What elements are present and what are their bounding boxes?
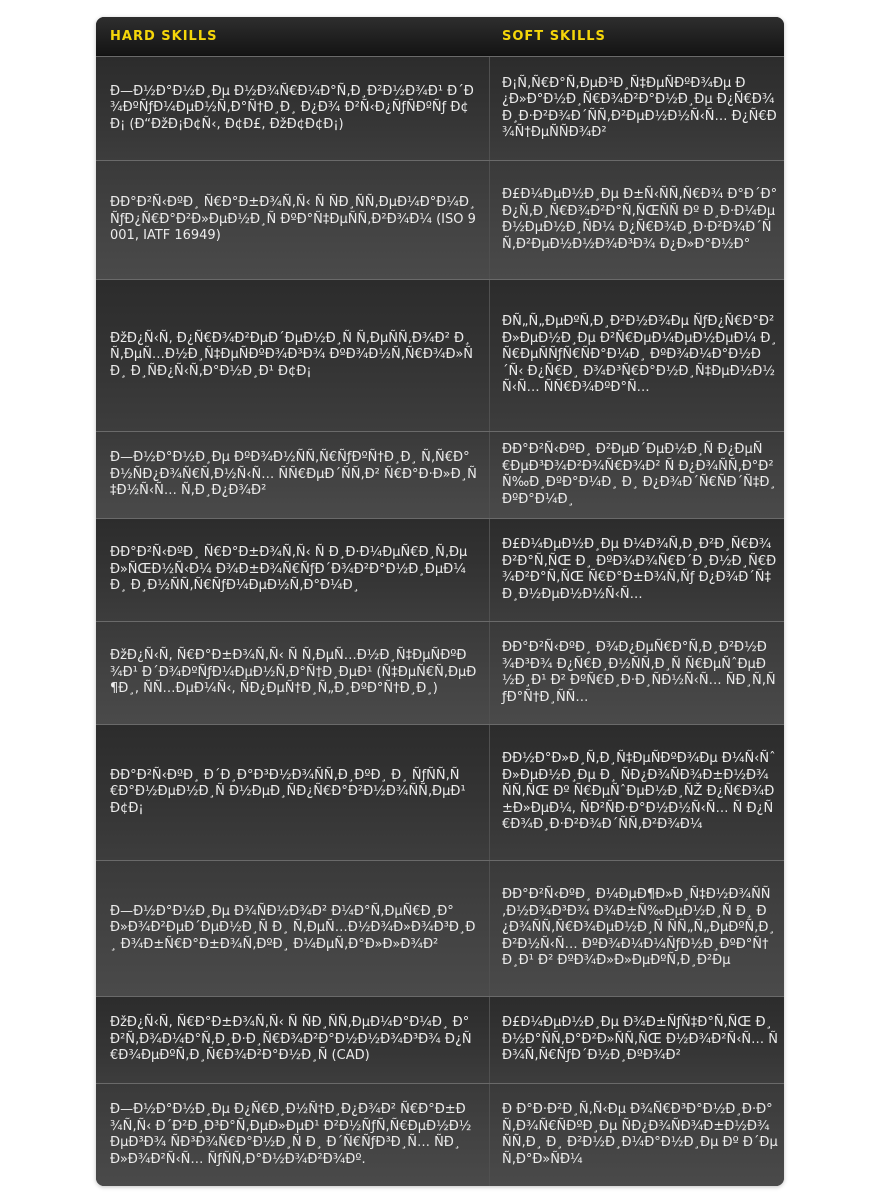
table-row [96, 431, 784, 518]
soft-skill-cell: Ð£Ð¼ÐµÐ½Ð¸Ðµ Ð±Ñ‹ÑÑ‚Ñ€Ð¾ Ð°Ð´Ð°Ð¿Ñ‚Ð¸Ñ€Ð¾Ð²Ð°Ñ‚ÑŒÑÑ Ðº Ð¸Ð·Ð¼ÐµÐ½ÐµÐ½Ð¸ÑÐ¼ Ð¿Ñ€Ð¾Ð¸Ð·Ð²Ð¾Ð´ÑÑ‚Ð²ÐµÐ½Ð½Ð¾Ð³Ð¾ Ð¿Ð»Ð°Ð½Ð° [502, 187, 778, 252]
soft-skill-cell: ÐÑ„Ñ„ÐµÐºÑ‚Ð¸Ð²Ð½Ð¾Ðµ ÑƒÐ¿Ñ€Ð°Ð²Ð»ÐµÐ½Ð¸Ðµ Ð²Ñ€ÐµÐ¼ÐµÐ½ÐµÐ¼ Ð¸ Ñ€ÐµÑÑƒÑ€ÑÐ°Ð¼Ð¸ ÐºÐ¾Ð¼Ð°Ð½Ð´Ñ‹ Ð¿Ñ€Ð¸ Ð¾Ð³Ñ€Ð°Ð½Ð¸Ñ‡ÐµÐ½Ð½Ñ‹Ñ… ÑÑ€Ð¾ÐºÐ°Ñ… [502, 314, 777, 396]
header-hard-skills: HARD SKILLS [110, 28, 218, 44]
hard-skill-cell: Ð—Ð½Ð°Ð½Ð¸Ðµ ÐºÐ¾Ð½ÑÑ‚Ñ€ÑƒÐºÑ†Ð¸Ð¸ Ñ‚Ñ€Ð°Ð½ÑÐ¿Ð¾Ñ€Ñ‚Ð½Ñ‹Ñ… ÑÑ€ÐµÐ´ÑÑ‚Ð² Ñ€Ð°Ð·Ð»Ð¸Ñ‡Ð½Ñ‹Ñ… Ñ‚Ð¸Ð¿Ð¾Ð² [96, 432, 490, 518]
soft-skill-cell: ÐÐ°Ð²Ñ‹ÐºÐ¸ Ð¾Ð¿ÐµÑ€Ð°Ñ‚Ð¸Ð²Ð½Ð¾Ð³Ð¾ Ð¿Ñ€Ð¸Ð½ÑÑ‚Ð¸Ñ Ñ€ÐµÑˆÐµÐ½Ð¸Ð¹ Ð² ÐºÑ€Ð¸Ð·Ð¸ÑÐ½Ñ‹Ñ… ÑÐ¸Ñ‚ÑƒÐ°Ñ†Ð¸ÑÑ… [502, 640, 776, 705]
hard-skill-cell: Ð—Ð½Ð°Ð½Ð¸Ðµ Ð½Ð¾Ñ€Ð¼Ð°Ñ‚Ð¸Ð²Ð½Ð¾Ð¹ Ð´Ð¾ÐºÑƒÐ¼ÐµÐ½Ñ‚Ð°Ñ†Ð¸Ð¸ Ð¿Ð¾ Ð²Ñ‹Ð¿ÑƒÑÐºÑƒ Ð¢Ð¡ (Ð“ÐžÐ¡Ð¢Ñ‹, Ð¢Ð£, ÐžÐ¢Ð¢Ð¡) [96, 57, 490, 160]
table-row [96, 279, 784, 431]
hard-skill-cell: ÐÐ°Ð²Ñ‹ÐºÐ¸ Ñ€Ð°Ð±Ð¾Ñ‚Ñ‹ Ñ Ð¸Ð·Ð¼ÐµÑ€Ð¸Ñ‚ÐµÐ»ÑŒÐ½Ñ‹Ð¼ Ð¾Ð±Ð¾Ñ€ÑƒÐ´Ð¾Ð²Ð°Ð½Ð¸ÐµÐ¼ Ð¸ Ð¸Ð½ÑÑ‚Ñ€ÑƒÐ¼ÐµÐ½Ñ‚Ð°Ð¼Ð¸ [96, 519, 490, 621]
table-row [96, 724, 784, 860]
table-row [96, 160, 784, 279]
skills-table [96, 17, 784, 1186]
hard-skill-cell: ÐÐ°Ð²Ñ‹ÐºÐ¸ Ñ€Ð°Ð±Ð¾Ñ‚Ñ‹ Ñ ÑÐ¸ÑÑ‚ÐµÐ¼Ð°Ð¼Ð¸ ÑƒÐ¿Ñ€Ð°Ð²Ð»ÐµÐ½Ð¸Ñ ÐºÐ°Ñ‡ÐµÑÑ‚Ð²Ð¾Ð¼ (ISO 9001, IATF 16949) [96, 161, 490, 279]
table-row [96, 518, 784, 621]
table-row [96, 1083, 784, 1186]
table-header [96, 17, 784, 56]
table-row [96, 996, 784, 1083]
hard-skill-cell: ÐžÐ¿Ñ‹Ñ‚ Ñ€Ð°Ð±Ð¾Ñ‚Ñ‹ Ñ Ñ‚ÐµÑ…Ð½Ð¸Ñ‡ÐµÑÐºÐ¾Ð¹ Ð´Ð¾ÐºÑƒÐ¼ÐµÐ½Ñ‚Ð°Ñ†Ð¸ÐµÐ¹ (Ñ‡ÐµÑ€Ñ‚ÐµÐ¶Ð¸, ÑÑ…ÐµÐ¼Ñ‹, ÑÐ¿ÐµÑ†Ð¸Ñ„Ð¸ÐºÐ°Ñ†Ð¸Ð¸) [96, 622, 490, 724]
soft-skill-cell: ÐÐ°Ð²Ñ‹ÐºÐ¸ Ð¼ÐµÐ¶Ð»Ð¸Ñ‡Ð½Ð¾ÑÑ‚Ð½Ð¾Ð³Ð¾ Ð¾Ð±Ñ‰ÐµÐ½Ð¸Ñ Ð¸ Ð¿Ð¾ÑÑ‚Ñ€Ð¾ÐµÐ½Ð¸Ñ ÑÑ„Ñ„ÐµÐºÑ‚Ð¸Ð²Ð½Ñ‹Ñ… ÐºÐ¾Ð¼Ð¼ÑƒÐ½Ð¸ÐºÐ°Ñ†Ð¸Ð¹ Ð² ÐºÐ¾Ð»Ð»ÐµÐºÑ‚Ð¸Ð²Ðµ [502, 887, 775, 969]
hard-skill-cell: ÐÐ°Ð²Ñ‹ÐºÐ¸ Ð´Ð¸Ð°Ð³Ð½Ð¾ÑÑ‚Ð¸ÐºÐ¸ Ð¸ ÑƒÑÑ‚Ñ€Ð°Ð½ÐµÐ½Ð¸Ñ Ð½ÐµÐ¸ÑÐ¿Ñ€Ð°Ð²Ð½Ð¾ÑÑ‚ÐµÐ¹ Ð¢Ð¡ [96, 725, 490, 860]
hard-skill-cell: ÐžÐ¿Ñ‹Ñ‚ Ñ€Ð°Ð±Ð¾Ñ‚Ñ‹ Ñ ÑÐ¸ÑÑ‚ÐµÐ¼Ð°Ð¼Ð¸ Ð°Ð²Ñ‚Ð¾Ð¼Ð°Ñ‚Ð¸Ð·Ð¸Ñ€Ð¾Ð²Ð°Ð½Ð½Ð¾Ð³Ð¾ Ð¿Ñ€Ð¾ÐµÐºÑ‚Ð¸Ñ€Ð¾Ð²Ð°Ð½Ð¸Ñ (CAD) [96, 997, 490, 1083]
table-row [96, 860, 784, 996]
soft-skill-cell: ÐÐ°Ð²Ñ‹ÐºÐ¸ Ð²ÐµÐ´ÐµÐ½Ð¸Ñ Ð¿ÐµÑ€ÐµÐ³Ð¾Ð²Ð¾Ñ€Ð¾Ð² Ñ Ð¿Ð¾ÑÑ‚Ð°Ð²Ñ‰Ð¸ÐºÐ°Ð¼Ð¸ Ð¸ Ð¿Ð¾Ð´Ñ€ÑÐ´Ñ‡Ð¸ÐºÐ°Ð¼Ð¸ [502, 442, 776, 507]
soft-skill-cell: Ð¡Ñ‚Ñ€Ð°Ñ‚ÐµÐ³Ð¸Ñ‡ÐµÑÐºÐ¾Ðµ Ð¿Ð»Ð°Ð½Ð¸Ñ€Ð¾Ð²Ð°Ð½Ð¸Ðµ Ð¿Ñ€Ð¾Ð¸Ð·Ð²Ð¾Ð´ÑÑ‚Ð²ÐµÐ½Ð½Ñ‹Ñ… Ð¿Ñ€Ð¾Ñ†ÐµÑÑÐ¾Ð² [502, 75, 777, 140]
soft-skill-cell: Ð£Ð¼ÐµÐ½Ð¸Ðµ Ð¾Ð±ÑƒÑ‡Ð°Ñ‚ÑŒ Ð¸ Ð½Ð°ÑÑ‚Ð°Ð²Ð»ÑÑ‚ÑŒ Ð½Ð¾Ð²Ñ‹Ñ… ÑÐ¾Ñ‚Ñ€ÑƒÐ´Ð½Ð¸ÐºÐ¾Ð² [502, 1015, 778, 1064]
table-row [96, 56, 784, 160]
table-row [96, 621, 784, 724]
header-soft-skills: SOFT SKILLS [502, 28, 606, 44]
soft-skill-cell: ÐÐ½Ð°Ð»Ð¸Ñ‚Ð¸Ñ‡ÐµÑÐºÐ¾Ðµ Ð¼Ñ‹ÑˆÐ»ÐµÐ½Ð¸Ðµ Ð¸ ÑÐ¿Ð¾ÑÐ¾Ð±Ð½Ð¾ÑÑ‚ÑŒ Ðº Ñ€ÐµÑˆÐµÐ½Ð¸ÑŽ Ð¿Ñ€Ð¾Ð±Ð»ÐµÐ¼, ÑÐ²ÑÐ·Ð°Ð½Ð½Ñ‹Ñ… Ñ Ð¿Ñ€Ð¾Ð¸Ð·Ð²Ð¾Ð´ÑÑ‚Ð²Ð¾Ð¼ [502, 751, 776, 833]
hard-skill-cell: ÐžÐ¿Ñ‹Ñ‚ Ð¿Ñ€Ð¾Ð²ÐµÐ´ÐµÐ½Ð¸Ñ Ñ‚ÐµÑÑ‚Ð¾Ð² Ð¸ Ñ‚ÐµÑ…Ð½Ð¸Ñ‡ÐµÑÐºÐ¾Ð³Ð¾ ÐºÐ¾Ð½Ñ‚Ñ€Ð¾Ð»Ñ Ð¸ Ð¸ÑÐ¿Ñ‹Ñ‚Ð°Ð½Ð¸Ð¹ Ð¢Ð¡ [96, 280, 490, 431]
hard-skill-cell: Ð—Ð½Ð°Ð½Ð¸Ðµ Ð¿Ñ€Ð¸Ð½Ñ†Ð¸Ð¿Ð¾Ð² Ñ€Ð°Ð±Ð¾Ñ‚Ñ‹ Ð´Ð²Ð¸Ð³Ð°Ñ‚ÐµÐ»ÐµÐ¹ Ð²Ð½ÑƒÑ‚Ñ€ÐµÐ½Ð½ÐµÐ³Ð¾ ÑÐ³Ð¾Ñ€Ð°Ð½Ð¸Ñ Ð¸ Ð´Ñ€ÑƒÐ³Ð¸Ñ… ÑÐ¸Ð»Ð¾Ð²Ñ‹Ñ… ÑƒÑÑ‚Ð°Ð½Ð¾Ð²Ð¾Ðº. [96, 1084, 490, 1186]
hard-skill-cell: Ð—Ð½Ð°Ð½Ð¸Ðµ Ð¾ÑÐ½Ð¾Ð² Ð¼Ð°Ñ‚ÐµÑ€Ð¸Ð°Ð»Ð¾Ð²ÐµÐ´ÐµÐ½Ð¸Ñ Ð¸ Ñ‚ÐµÑ…Ð½Ð¾Ð»Ð¾Ð³Ð¸Ð¸ Ð¾Ð±Ñ€Ð°Ð±Ð¾Ñ‚ÐºÐ¸ Ð¼ÐµÑ‚Ð°Ð»Ð»Ð¾Ð² [96, 861, 490, 996]
soft-skill-cell: Ð£Ð¼ÐµÐ½Ð¸Ðµ Ð¼Ð¾Ñ‚Ð¸Ð²Ð¸Ñ€Ð¾Ð²Ð°Ñ‚ÑŒ Ð¸ ÐºÐ¾Ð¾Ñ€Ð´Ð¸Ð½Ð¸Ñ€Ð¾Ð²Ð°Ñ‚ÑŒ Ñ€Ð°Ð±Ð¾Ñ‚Ñƒ Ð¿Ð¾Ð´Ñ‡Ð¸Ð½ÐµÐ½Ð½Ñ‹Ñ… [502, 537, 777, 602]
soft-skill-cell: Ð Ð°Ð·Ð²Ð¸Ñ‚Ñ‹Ðµ Ð¾Ñ€Ð³Ð°Ð½Ð¸Ð·Ð°Ñ‚Ð¾Ñ€ÑÐºÐ¸Ðµ ÑÐ¿Ð¾ÑÐ¾Ð±Ð½Ð¾ÑÑ‚Ð¸ Ð¸ Ð²Ð½Ð¸Ð¼Ð°Ð½Ð¸Ðµ Ðº Ð´ÐµÑ‚Ð°Ð»ÑÐ¼ [502, 1102, 778, 1167]
